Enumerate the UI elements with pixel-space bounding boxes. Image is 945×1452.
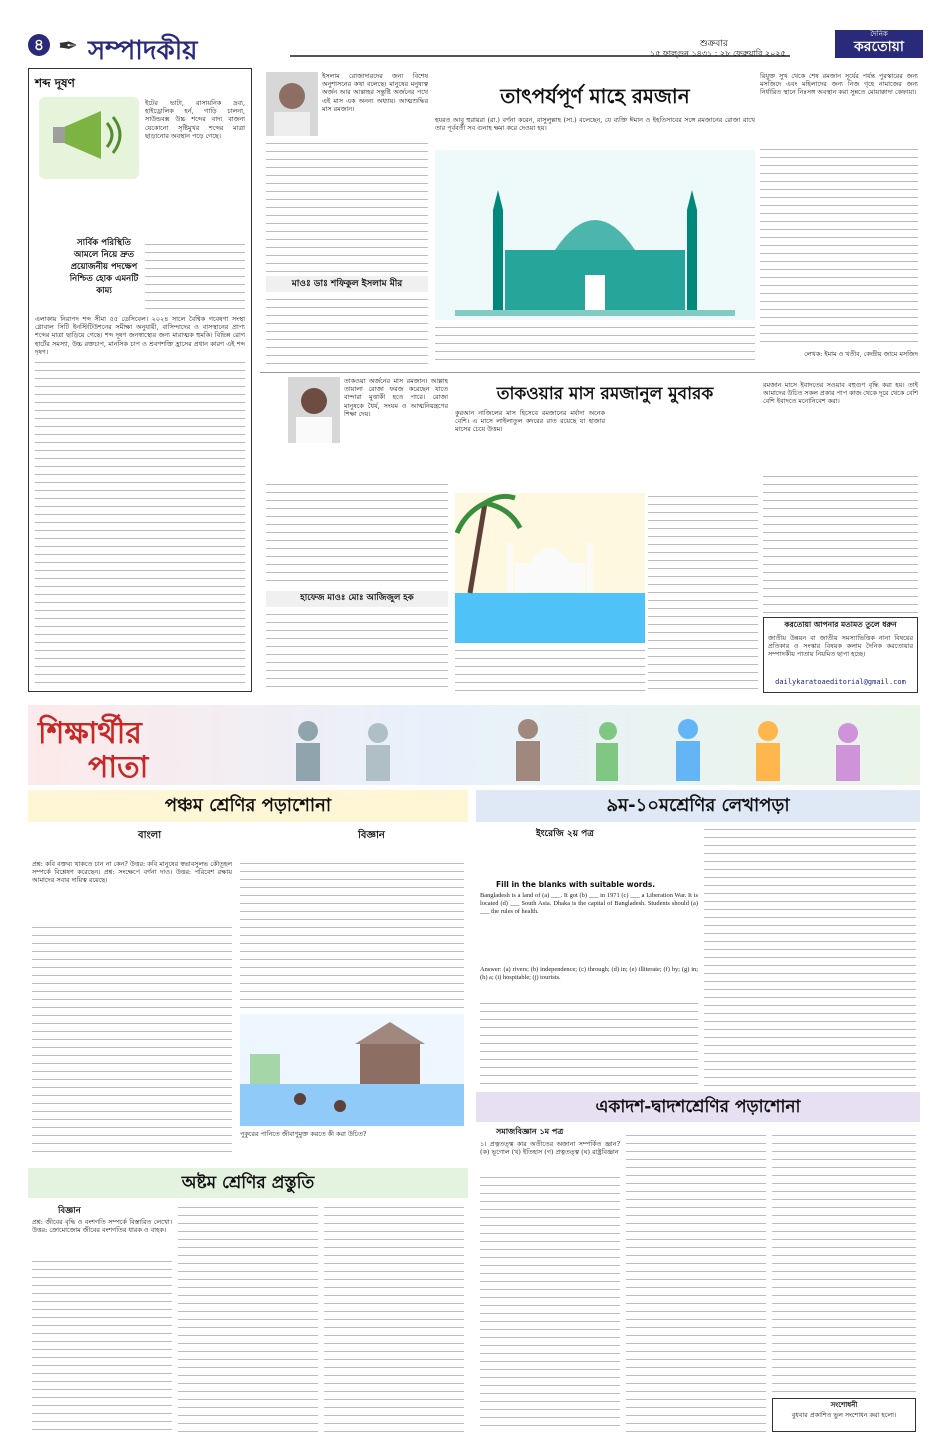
pen-icon: ✒ xyxy=(58,32,79,60)
article-ramadan-text-c xyxy=(435,324,755,364)
class8-text-col3 xyxy=(324,1204,464,1434)
article-ramadan-footer: লেখক: ইমাম ও খতীব, কেন্দ্রীয় জামে মসজিদ xyxy=(804,350,918,358)
class5-subject-science: বিজ্ঞান xyxy=(358,830,385,841)
article-ramadan-text-a xyxy=(266,140,428,272)
pull-quote: সার্বিক পরিস্থিতি আমলে নিয়ে দ্রুত প্রয়োজনীয় পদক্ষেপ নিশ্চিত হোক এমনটি কাম্য xyxy=(69,238,139,296)
article-taqwa-text-c xyxy=(648,493,758,693)
article-taqwa-title: তাকওয়ার মাস রমজানুল মুবারক xyxy=(496,384,714,404)
opinion-title: করতোয়া আপনার মতামত তুলে ধরুন xyxy=(784,620,897,629)
class5-title: পঞ্চম শ্রেণির পড়াশোনা xyxy=(28,790,468,822)
class11-text-col1 xyxy=(480,1174,620,1432)
opinion-box xyxy=(763,617,918,693)
student-banner-line1: শিক্ষার্থীর xyxy=(38,716,142,751)
class9-subject: ইংরেজি ২য় পত্র xyxy=(536,829,594,839)
class9-section xyxy=(476,790,920,1090)
class5-section xyxy=(28,790,468,1160)
article-taqwa-col1: তাকওয়া অর্জনের মাস রমজান। আল্লাহ তায়ালা রোজা ফরজ করেছেন যাতে বান্দারা মুত্তাকী হতে পারে। রোজা মানুষকে ধৈর্য, সংযম ও আত্মনিয়ন্ত্রণের শিক্ষা দেয়। xyxy=(344,377,448,418)
class8-section xyxy=(28,1168,468,1438)
class11-text-col2 xyxy=(626,1132,766,1432)
opinion-text: জাতীয় উন্নয়ন বা জাতীয় সমস্যাভিত্তিক নানা বিষয়ের প্রতিকার ও সংস্কার বিষয়ক কলাম দৈনিক করতোয়ার সম্পাদকীয় পাতায় নিয়মিত ছাপা হচ্ছে। xyxy=(768,634,913,659)
article-ramadan-col1: ইসলাম রোজাদারদের জন্য বিশেষ অনুশাসনের কথা বলেছে। মানুষের মনুষ্যত্ব অর্জন আর আল্লাহর সন্তুষ্টি অর্জনের পথে এই মাস এক অনন্য অধ্যায়। আত্মশুদ্ধির মাস রমজান। xyxy=(322,72,428,113)
class5-text: প্রশ্ন: কবি বক্তব্য থাকতে চান না কেন? উত্তর: কবি মানুষের স্বভাবসুলভ কৌতূহল সম্পর্কে বিশ্লেষণ করেছেন। প্রশ্ন: সংক্ষেপে বর্ণনা দাও। উত্তর: পরিবেশ রক্ষায় আমাদের সবার দায়িত্ব রয়েছে। xyxy=(32,860,232,885)
class9-title: ৯ম-১০মশ্রেণির লেখাপড়া xyxy=(476,790,920,822)
paper-logo-name: করতোয়া xyxy=(854,39,904,55)
class5-science-text xyxy=(240,860,464,1010)
page-number: ৪ xyxy=(28,34,50,56)
student-banner-line2: পাতা xyxy=(88,750,149,785)
article-ramadan-text-d xyxy=(760,146,918,346)
class5-text-cont xyxy=(32,924,232,1156)
megaphone-illustration xyxy=(39,97,139,179)
article-taqwa-text-b xyxy=(266,611,448,693)
article-ramadan xyxy=(260,68,920,368)
header-day: শুক্রবার xyxy=(700,39,728,49)
author-photo-2 xyxy=(288,377,340,443)
article-taqwa-author: হাফেজ মাওঃ মোঃ আজিজুল হক xyxy=(266,591,448,607)
class8-text-col2 xyxy=(178,1204,318,1434)
students-photo xyxy=(268,709,908,781)
article-ramadan-author: মাওঃ ডাঃ শফিকুল ইসলাম মীর xyxy=(266,276,428,292)
class9-exercise-title: Fill in the blanks with suitable words. xyxy=(496,880,656,889)
class8-text-col1 xyxy=(32,1258,172,1434)
class8-title: অষ্টম শ্রেণির প্রস্তুতি xyxy=(28,1168,468,1198)
editorial-noise-text-cont xyxy=(35,359,245,684)
article-taqwa-text-e xyxy=(763,473,918,613)
article-taqwa-text-d xyxy=(455,647,645,693)
class5-caption: পুকুরের পানিতে জীবাণুমুক্ত করতে কী করা উচিত? xyxy=(240,1130,367,1138)
article-taqwa-col3: রমজান মাসে ইবাদতের সওয়াব বহুগুণ বৃদ্ধি করা হয়। তাই আমাদের উচিত সকল প্রকার পাপ কাজ থেকে দূরে থেকে বেশি বেশি ইবাদতে মনোনিবেশ করা। xyxy=(763,381,918,406)
class9-answers: Answer: (a) rivers; (b) independence; (c) through; (d) in; (e) illiterate; (f) by; (g) in; (h) a; (i) hospitable; (j) tourists. xyxy=(480,966,698,982)
mosque-illustration xyxy=(435,150,755,320)
editorial-noise-body: এলাকায় নিরাপদ শব্দ সীমা ৫৫ ডেসিবেল। ২০২৪ সালে বৈশ্বিক গবেষণা সংস্থা গ্লোবাল সিটি ইনস্টিটিউশনের সমীক্ষা অনুযায়ী, বাসিন্দাদের ও বাসস্থানের প্রাপ্য শব্দের মাত্রা ছাড়িয়ে গেছে। শব্দ দূষণ জনস্বাস্থ্যের জন্য মারাত্মক হুমকি। বিভিন্ন রোগ হার্টের সমস্যা, উচ্চ রক্তচাপ, মানসিক চাপ ও শ্রবণশক্তি হ্রাসের প্রধান কারণ এই শব্দ দূষণ। xyxy=(35,315,245,355)
class9-text: Bangladesh is a land of (a) ___. It got (b) ___ in 1971 (c) ___ a Liberation War. It is located (d) ___ South Asia. Dhaka is the capital of Bangladesh. Students should (a) ___ the rules of health. xyxy=(480,892,698,916)
class9-text-col2 xyxy=(704,826,916,1086)
editorial-noise-title: শব্দ দূষণ xyxy=(35,76,75,90)
article-taqwa-col2: কুরআন নাজিলের মাস হিসেবে রমজানের মর্যাদা অনেক বেশি। এ মাসে লাইলাতুল কদরের রাত রয়েছে যা হাজার মাসের চেয়ে উত্তম। xyxy=(455,409,605,434)
author-photo xyxy=(266,72,318,136)
class5-subject-bangla: বাংলা xyxy=(138,830,162,841)
student-banner xyxy=(28,705,920,785)
article-ramadan-title: তাৎপর্যপূর্ণ মাহে রমজান xyxy=(500,84,690,108)
masthead xyxy=(0,0,945,66)
article-ramadan-text-b xyxy=(266,296,428,364)
class11-text: ১। প্রত্নতত্ত্ব কার অতীতের অজানা সম্পর্কিত জ্ঞান? (ক) ভূগোল (খ) ইতিহাস (গ) প্রত্নতত্ত্ব (ঘ) রাষ্ট্রবিজ্ঞান xyxy=(480,1140,620,1157)
class8-text: প্রশ্ন: জীবের বৃদ্ধি ও বংশগতি সম্পর্কে বিস্তারিত লেখো। উত্তর: ক্রোমোজোম জীবের বংশগতির ধারক ও বাহক। xyxy=(32,1218,172,1235)
class11-subject: সমাজবিজ্ঞান ১ম পত্র xyxy=(496,1127,564,1136)
class11-text-col3 xyxy=(772,1132,916,1394)
village-pond-illustration xyxy=(240,1014,464,1126)
editorial-noise-intro: ইটের ভাটা, রাসায়নিক দ্রব্য, হাইড্রোলিক হর্ন, গাড়ি চালনা, সাউন্ডবক্স উচ্চ শব্দের বাদ্য বাজনা যেকোনো সৃষ্টিমুখর শব্দের মাত্রা ছাড়ানোর অবস্থান পড়ে গেছে। xyxy=(145,99,245,140)
paper-logo xyxy=(835,30,923,58)
paper-logo-small: দৈনিক xyxy=(870,30,888,38)
correction-title: সংশোধনী xyxy=(830,1401,858,1409)
editorial-noise-text-block xyxy=(145,241,245,309)
header-date: ১৫ ফাল্গুন ১৪৩১ : ২৮ ফেব্রুয়ারি ২০২৫ xyxy=(650,49,786,58)
section-title: সম্পাদকীয় xyxy=(88,36,198,66)
opinion-email[interactable]: dailykaratoaeditorial@gmail.com xyxy=(775,678,906,686)
article-taqwa xyxy=(260,372,920,697)
class11-title: একাদশ-দ্বাদশশ্রেণির পড়াশোনা xyxy=(476,1092,920,1122)
article-ramadan-col2: হযরত আবু হুরায়রা (রা.) বর্ণনা করেন, রাসুলুল্লাহ (সা.) বলেছেন, যে ব্যক্তি ঈমান ও ইহতিসাবের সঙ্গে রমজানের রোজা রাখে তার পূর্ববর্তী সব গুনাহ ক্ষমা করে দেওয়া হয়। xyxy=(435,116,755,133)
mosque-lake-illustration xyxy=(455,493,645,643)
class8-subject: বিজ্ঞান xyxy=(58,1206,81,1216)
class9-text-cont xyxy=(480,1000,698,1086)
article-taqwa-text-a xyxy=(266,481,448,587)
correction-box xyxy=(772,1398,916,1432)
editorial-noise xyxy=(28,68,252,692)
class11-section xyxy=(476,1092,920,1437)
correction-text: বুধবার প্রকাশিত ভুল সংশোধন করা হলো। xyxy=(791,1411,897,1419)
article-ramadan-col3: রিযুক্ত সুখ থেকে শেষ রমজান সূর্যের পর্যন্ত পুরস্কারের জন্য মসজিদে এবং মহিলাদের জন্য নিজ গৃহে নামাজের জন্য নির্ধারিত স্থানে নিঃসঙ্গ অবস্থান করা সুন্নতে মোয়াক্কাদা কেফায়া। xyxy=(760,72,918,97)
